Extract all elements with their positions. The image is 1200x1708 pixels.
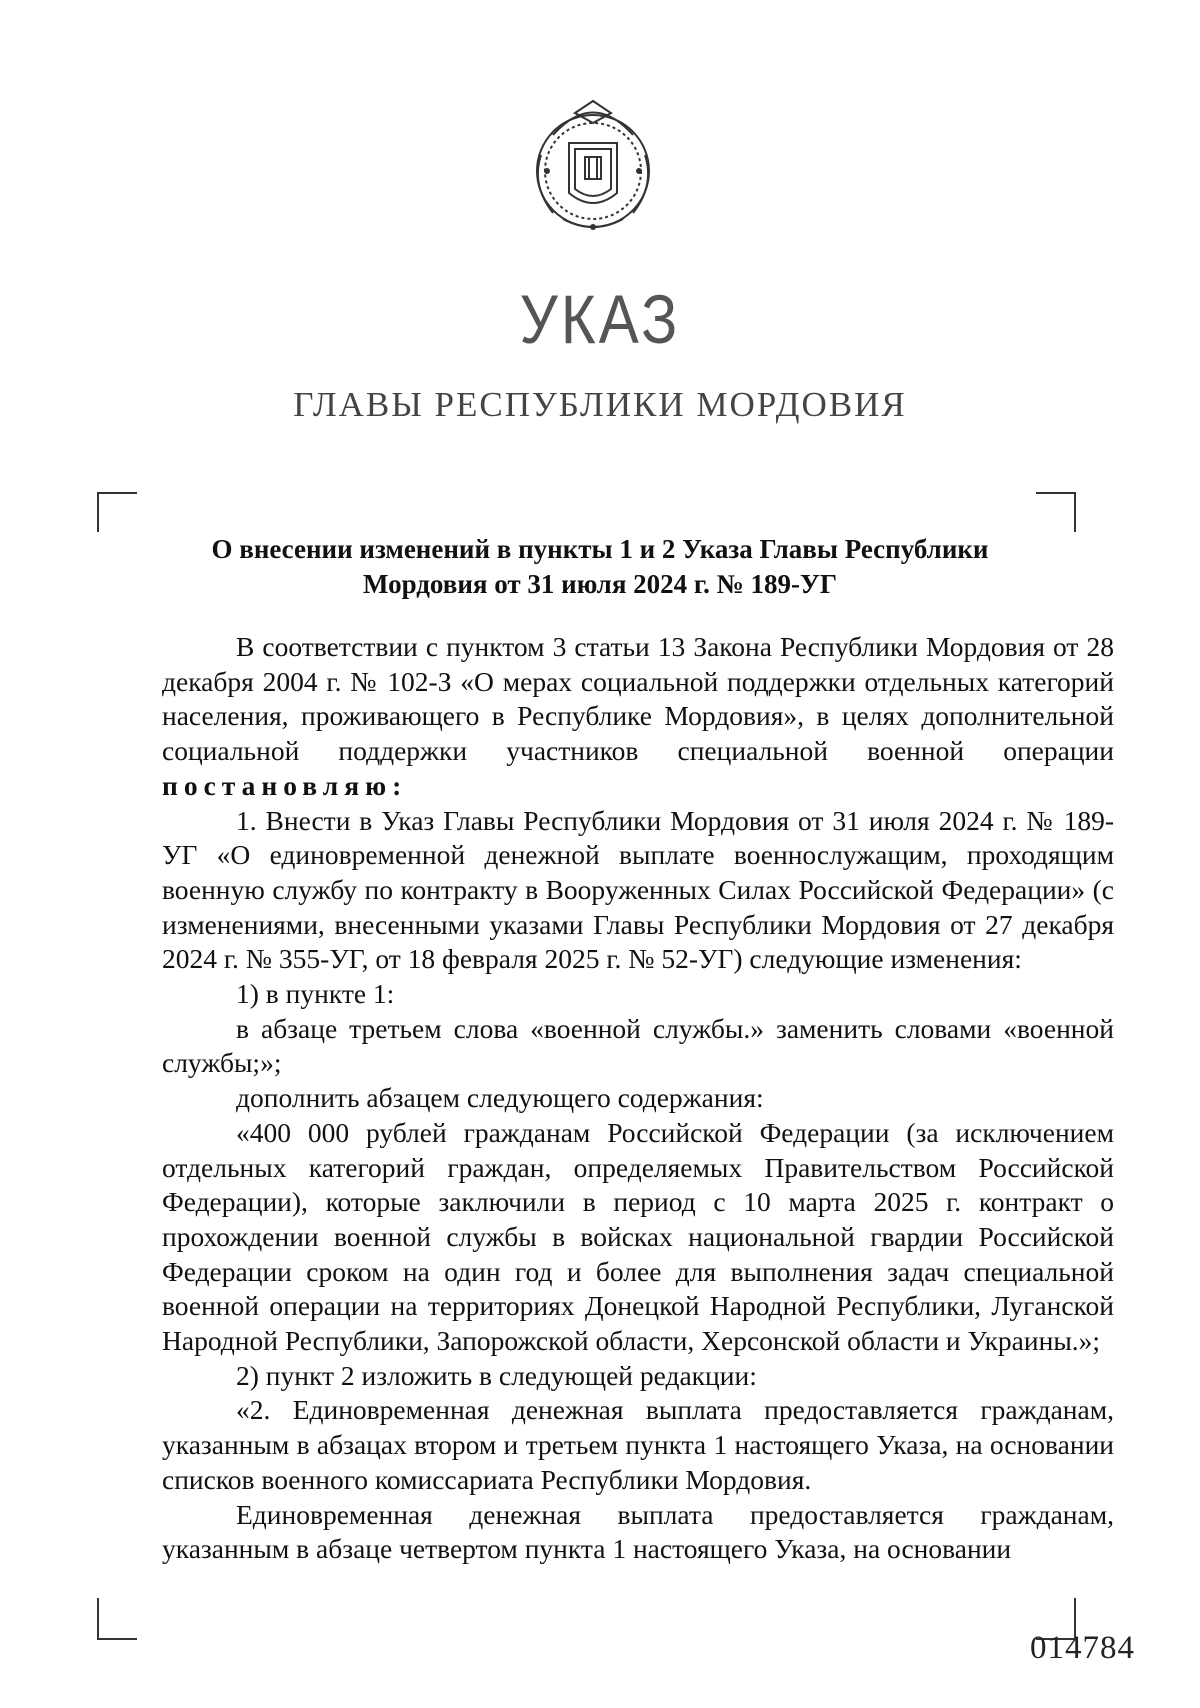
document-type: УКАЗ [519,280,681,359]
corner-mark-bottom-left [97,1598,137,1640]
paragraph: «2. Единовременная денежная выплата предоставляется гражданам, указанным в абзацах втором и третьем пункта 1 настоящего Указа, на основании списков военного комиссариата Республики Мордовия. [162,1394,1114,1495]
paragraph: 1) в пункте 1: [236,978,395,1010]
paragraph: 1. Внести в Указ Главы Республики Мордовия от 31 июля 2024 г. № 189-УГ «О единовременной денежной выплате военнослужащим, проходящим военную службу по контракту в Вооруженных Силах Российской Федерации» (с изменениями, внесенными указами Главы Республики Мордовия от 27 декабря 2024 г. № 355-УГ, от 18 февраля 2025 г. № 52-УГ) следующие изменения: [162,804,1114,975]
coat-of-arms-icon [523,95,663,235]
preamble-keyword: постановляю: [162,769,408,801]
paragraph: дополнить абзацем следующего содержания: [236,1082,764,1114]
document-serial-number: 014784 [1030,1630,1135,1666]
decree-body [162,630,1114,1567]
issuing-authority: ГЛАВЫ РЕСПУБЛИКИ МОРДОВИЯ [293,385,907,424]
corner-mark-top-right [1036,492,1076,532]
preamble [162,630,1114,804]
corner-mark-top-left [97,492,137,532]
decree-title: О внесении изменений в пункты 1 и 2 Указа Главы Республики Мордовия от 31 июля 2024 г. № 189-УГ [211,534,989,599]
paragraph: 2) пункт 2 изложить в следующей редакции: [236,1359,757,1391]
paragraph: «400 000 рублей гражданам Российской Федерации (за исключением отдельных категорий граждан, определяемых Правительством Российской Федерации), которые заключили в период с 10 марта 2025 г. контракт о прохождении военной службы в войсках национальной гвардии Российской Федерации сроком на один год и более для выполнения задач специальной военной операции на территориях Донецкой Народной Республики, Луганской Народной Республики, Запорожской области, Херсонской области и Украины.»; [162,1116,1114,1357]
preamble-text: В соответствии с пунктом 3 статьи 13 Закона Республики Мордовия от 28 декабря 2004 г. № 102-З «О мерах социальной поддержки отдельных категорий населения, проживающего в Республике Мордовия», в целях дополнительной социальной поддержки участников специальной военной операции [162,631,1114,767]
paragraph: Единовременная денежная выплата предоставляется гражданам, указанным в абзаце четвертом пункта 1 настоящего Указа, на основании [162,1498,1114,1565]
paragraph: в абзаце третьем слова «военной службы.» заменить словами «военной службы;»; [162,1012,1114,1079]
